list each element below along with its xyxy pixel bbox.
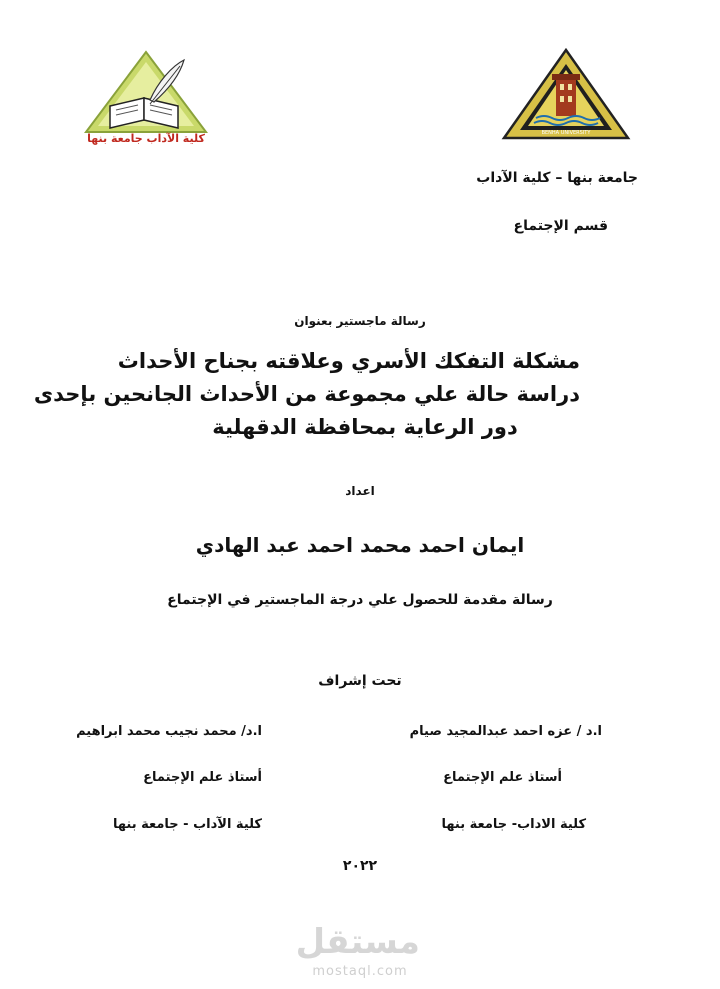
university-logo-caption: BENHA UNIVERSITY xyxy=(541,130,591,136)
thesis-intro: رسالة ماجستير بعنوان xyxy=(294,314,426,328)
supervisor-2-title: أستاذ علم الإجتماع xyxy=(143,770,262,785)
faculty-logo-caption: كلية الآداب جامعة بنها xyxy=(87,132,205,145)
watermark-logo: مستقل xyxy=(295,922,420,962)
thesis-title-line: دراسة حالة علي مجموعة من الأحداث الجانحين بإحدى xyxy=(33,382,580,406)
author-name: ايمان احمد محمد احمد عبد الهادي xyxy=(195,533,525,557)
supervisor-1-affiliation: كلية الاداب- جامعة بنها xyxy=(441,817,586,832)
supervisor-2-affiliation: كلية الآداب - جامعة بنها xyxy=(112,817,262,832)
supervision-label: تحت إشراف xyxy=(318,673,402,689)
supervisor-2-name: ا.د/ محمد نجيب محمد ابراهيم xyxy=(76,724,262,739)
supervisor-1-title: أستاذ علم الإجتماع xyxy=(443,770,562,785)
supervisor-1-name: ا.د / عزه احمد عبدالمجيد صيام xyxy=(409,724,602,739)
department-name: قسم الإجتماع xyxy=(513,218,608,234)
watermark-url: mostaql.com xyxy=(312,964,408,979)
thesis-purpose: رسالة مقدمة للحصول علي درجة الماجستير في الإجتماع xyxy=(167,592,553,608)
prepared-by-label: اعداد xyxy=(345,484,375,498)
thesis-title-line: مشكلة التفكك الأسري وعلاقته بجناح الأحداث xyxy=(117,349,580,373)
thesis-title xyxy=(33,345,580,444)
university-logo xyxy=(500,48,632,144)
faculty-logo xyxy=(80,48,212,148)
university-name: جامعة بنها – كلية الآداب xyxy=(476,170,638,186)
thesis-title-line: دور الرعاية بمحافظة الدقهلية xyxy=(212,415,518,439)
thesis-year: ٢٠٢٢ xyxy=(342,858,378,874)
